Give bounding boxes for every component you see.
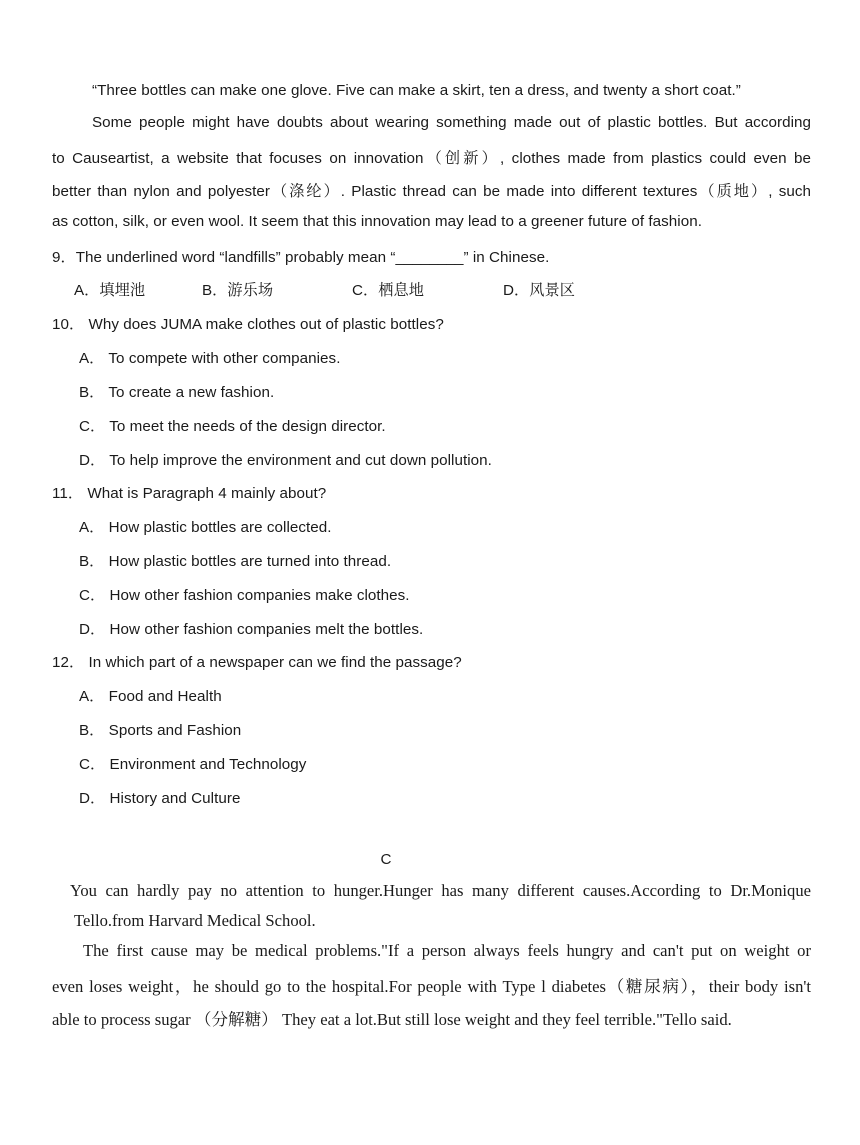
option-c: C． How other fashion companies make clothes. xyxy=(79,587,410,604)
question-12-stem: 12． In which part of a newspaper can we find the passage? xyxy=(52,654,462,671)
option-c: C． Environment and Technology xyxy=(79,756,307,773)
option-b: B．游乐场 xyxy=(202,282,274,299)
option-a: A．填埋池 xyxy=(74,282,146,299)
paragraph-line: even loses weight，he should go to the hospital.For people with Type l diabetes（糖尿病），their body isn't xyxy=(52,977,811,996)
option-a: A． How plastic bottles are collected. xyxy=(79,519,332,536)
option-b: B． How plastic bottles are turned into thread. xyxy=(79,553,392,570)
question-10-stem: 10． Why does JUMA make clothes out of plastic bottles? xyxy=(52,316,444,333)
question-9-stem: 9．The underlined word “landfills” probably mean “________” in Chinese. xyxy=(52,249,550,266)
paragraph-line: able to process sugar （分解糖） They eat a lot.But still lose weight and they feel terrible."Tello said. xyxy=(52,1010,732,1029)
option-d: D．风景区 xyxy=(503,282,575,299)
paragraph-line: Some people might have doubts about wearing something made out of plastic bottles. But according xyxy=(92,114,811,131)
option-a: A． To compete with other companies. xyxy=(79,350,341,367)
paragraph-line: Tello.from Harvard Medical School. xyxy=(74,911,316,930)
paragraph-line: You can hardly pay no attention to hunger.Hunger has many different causes.According to Dr.Monique xyxy=(70,881,811,900)
option-c: C． To meet the needs of the design director. xyxy=(79,418,386,435)
option-a: A． Food and Health xyxy=(79,688,222,705)
paragraph-line: The first cause may be medical problems."If a person always feels hungry and can't put on weight or xyxy=(83,941,811,960)
paragraph-line: better than nylon and polyester（涤纶）. Plastic thread can be made into different textures（质地）, such xyxy=(52,183,811,200)
option-d: D． History and Culture xyxy=(79,790,241,807)
quote-line: “Three bottles can make one glove. Five can make a skirt, ten a dress, and twenty a short coat.” xyxy=(92,82,741,99)
question-11-stem: 11． What is Paragraph 4 mainly about? xyxy=(52,485,327,502)
paragraph-line: as cotton, silk, or even wool. It seem that this innovation may lead to a greener future of fashion. xyxy=(52,213,702,230)
option-b: B． To create a new fashion. xyxy=(79,384,275,401)
option-d: D． To help improve the environment and cut down pollution. xyxy=(79,452,492,469)
option-b: B． Sports and Fashion xyxy=(79,722,242,739)
paragraph-line: to Causeartist, a website that focuses on innovation（创新）, clothes made from plastics could even be xyxy=(52,150,811,167)
option-d: D． How other fashion companies melt the bottles. xyxy=(79,621,424,638)
option-c: C．栖息地 xyxy=(352,282,424,299)
passage-c-heading: C xyxy=(380,851,392,868)
